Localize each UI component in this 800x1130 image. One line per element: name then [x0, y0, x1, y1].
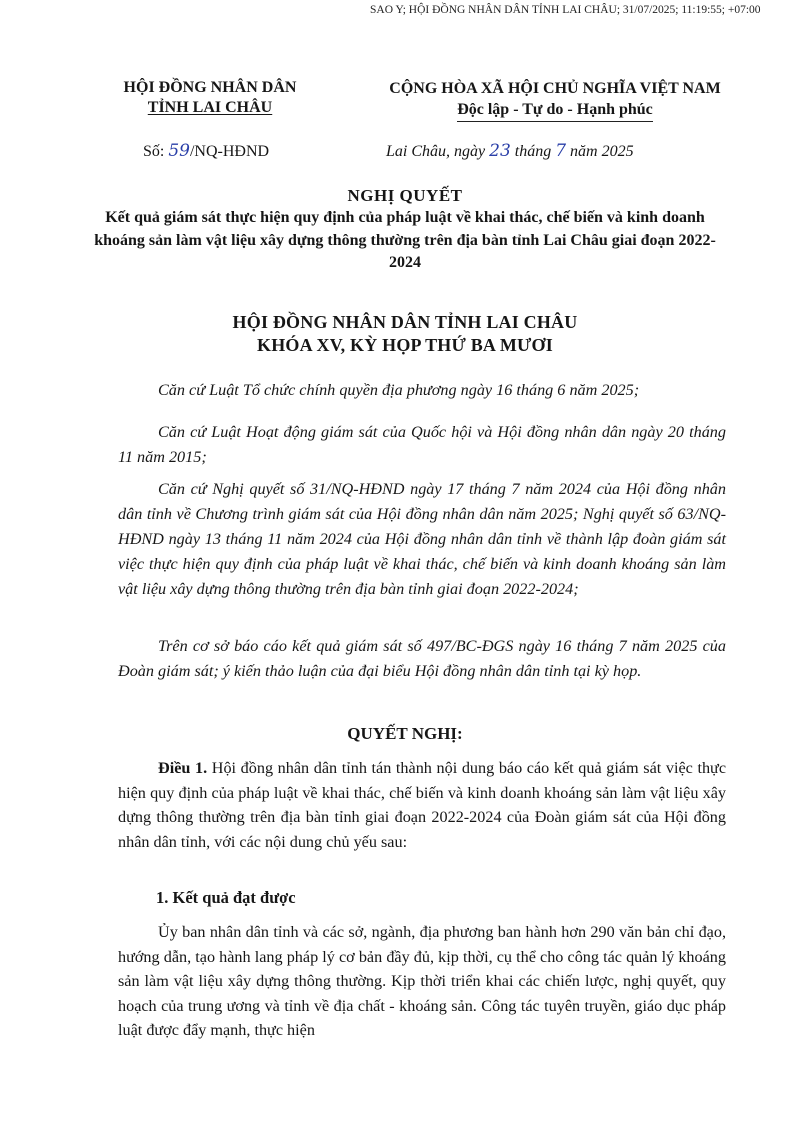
article-1-text: Hội đồng nhân dân tỉnh tán thành nội dung báo cáo kết quả giám sát việc thực hiện quy định của pháp luật về khai thác, chế biến và kinh doanh khoáng sản làm vật liệu xây dựng thông thường trên địa bàn tỉnh giai đoạn 2022-2024 của Đoàn giám sát của Hội đồng nhân dân tỉnh, với các nội dung chủ yếu sau: — [118, 759, 727, 851]
decision-heading: QUYẾT NGHỊ: — [347, 724, 463, 743]
legal-basis-3: Căn cứ Nghị quyết số 31/NQ-HĐND ngày 17 tháng 7 năm 2024 của Hội đồng nhân dân tỉnh về Chương trình giám sát của Hội đồng nhân dân năm 2025; Nghị quyết số 63/NQ-HĐND ngày 13 tháng 11 năm 2024 của Hội đồng nhân dân tỉnh về thành lập đoàn giám sát việc thực hiện quy định của pháp luật về khai thác, chế biến và kinh doanh khoáng sản làm vật liệu xây dựng thông thường trên địa bàn tỉnh giai đoạn 2022-2024; — [118, 480, 726, 598]
council-heading — [90, 311, 720, 357]
org-name-line1: HỘI ĐỒNG NHÂN DÂN — [123, 79, 297, 96]
article-1 — [118, 756, 726, 854]
council-session: KHÓA XV, KỲ HỌP THỨ BA MƯƠI — [257, 335, 553, 355]
issuing-organization — [100, 78, 320, 118]
national-motto — [330, 78, 780, 122]
legal-basis-1: Căn cứ Luật Tổ chức chính quyền địa phương ngày 16 tháng 6 năm 2025; — [158, 381, 640, 399]
date-year: năm 2025 — [570, 143, 634, 160]
nation-motto: Độc lập - Tự do - Hạnh phúc — [457, 99, 653, 122]
issue-date — [386, 141, 634, 161]
section-1-heading: 1. Kết quả đạt được — [156, 888, 296, 907]
council-name: HỘI ĐỒNG NHÂN DÂN TỈNH LAI CHÂU — [232, 312, 578, 332]
org-name-line2: TỈNH LAI CHÂU — [147, 99, 273, 116]
document-number — [143, 141, 269, 161]
nation-name: CỘNG HÒA XÃ HỘI CHỦ NGHĨA VIỆT NAM — [389, 80, 721, 97]
title-type: NGHỊ QUYẾT — [347, 186, 463, 205]
digital-copy-stamp: SAO Y; HỘI ĐỒNG NHÂN DÂN TỈNH LAI CHÂU; 31/07/2025; 11:19:55; +07:00 — [370, 4, 761, 16]
article-1-label: Điều 1. — [158, 759, 208, 777]
date-day-handwritten: 23 — [489, 141, 511, 161]
section-1-text: Ủy ban nhân dân tỉnh và các sở, ngành, địa phương ban hành hơn 290 văn bản chỉ đạo, hướng dẫn, tạo hành lang pháp lý cơ bản đầy đủ, kịp thời, cụ thể cho công tác quản lý khoáng sản làm vật liệu xây dựng thông thường. Kịp thời triển khai các chiến lược, nghị quyết, quy hoạch của trung ương và tỉnh về địa chất - khoáng sản. Công tác tuyên truyền, giáo dục pháp luật được đẩy mạnh, thực hiện — [118, 923, 726, 1039]
date-month-label: tháng — [514, 143, 552, 160]
doc-no-suffix: /NQ-HĐND — [189, 143, 270, 160]
title-subject: Kết quả giám sát thực hiện quy định của pháp luật về khai thác, chế biến và kinh doanh khoáng sản làm vật liệu xây dựng thông thường trên địa bàn tỉnh Lai Châu giai đoạn 2022-2024 — [94, 209, 716, 271]
legal-basis-2: Căn cứ Luật Hoạt động giám sát của Quốc hội và Hội đồng nhân dân ngày 20 tháng 11 năm 2015; — [118, 423, 726, 466]
document-title — [90, 185, 720, 275]
doc-no-prefix: Số: — [143, 143, 165, 160]
doc-no-handwritten: 59 — [168, 141, 190, 161]
date-place: Lai Châu, ngày — [386, 143, 486, 160]
date-month-handwritten: 7 — [555, 141, 567, 161]
legal-basis-4: Trên cơ sở báo cáo kết quả giám sát số 497/BC-ĐGS ngày 16 tháng 7 năm 2025 của Đoàn giám sát; ý kiến thảo luận của đại biểu Hội đồng nhân dân tỉnh tại kỳ họp. — [118, 637, 726, 680]
